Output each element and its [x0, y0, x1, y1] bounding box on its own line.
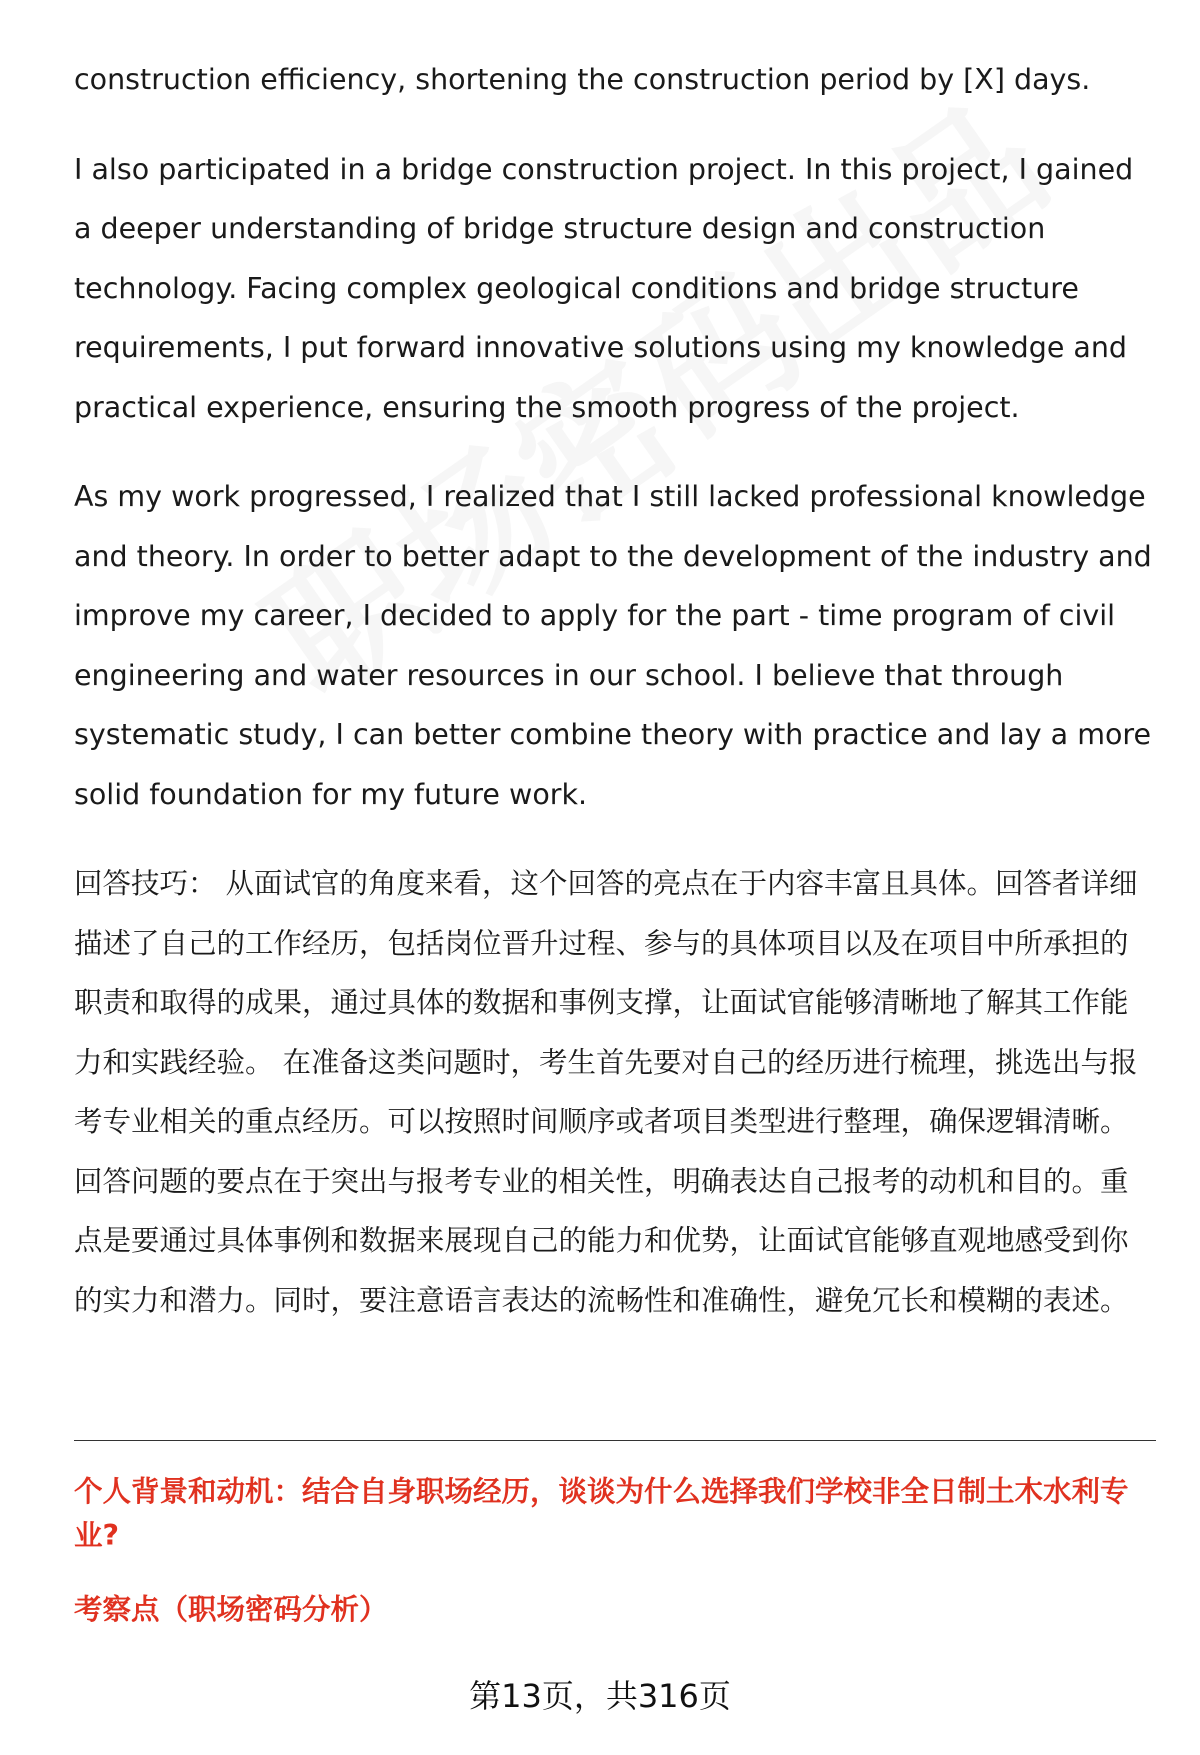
question-heading: 个人背景和动机：结合自身职场经历，谈谈为什么选择我们学校非全日制土木水利专业? — [74, 1475, 1129, 1552]
page-number: 第13页，共316页 — [469, 1677, 731, 1715]
paragraph-3: As my work progressed, I realized that I still lacked professional knowledge and theory. In order to better adapt to the development of the industry and improve my career, I decided to apply for the part - time program of civil engineering and water resources in our school. I believe that through systematic study, I can better combine theory with practice and lay a more solid foundation for my future work. — [74, 480, 1152, 811]
section-divider — [74, 1440, 1156, 1441]
paragraph-2: I also participated in a bridge construction project. In this project, I gained a deeper understanding of bridge structure design and construction technology. Facing complex geological conditions and bridge structure requirements, I put forward innovative solutions using my knowledge and practical experience, ensuring the smooth progress of the project. — [74, 152, 1134, 424]
answer-tips: 回答技巧： 从面试官的角度来看，这个回答的亮点在于内容丰富且具体。回答者详细描述了自己的工作经历，包括岗位晋升过程、参与的具体项目以及在项目中所承担的职责和取得的成果，通过具体的数据和事例支撑，让面试官能够清晰地了解其工作能力和实践经验。 在准备这类问题时，考生首先要对自己的经历进行梳理，挑选出与报考专业相关的重点经历。可以按照时间顺序或者项目类型进行整理，确保逻辑清晰。 回答问题的要点在于突出与报考专业的相关性，明确表达自己报考的动机和目的。重点是要通过具体事例和数据来展现自己的能力和优势，让面试官能够直观地感受到你的实力和潜力。同时，要注意语言表达的流畅性和准确性，避免冗长和模糊的表述。 — [74, 867, 1138, 1317]
analysis-subheading: 考察点（职场密码分析） — [74, 1593, 388, 1626]
paragraph-1: construction efficiency, shortening the construction period by [X] days. — [74, 63, 1091, 96]
document-body — [74, 50, 1156, 1330]
